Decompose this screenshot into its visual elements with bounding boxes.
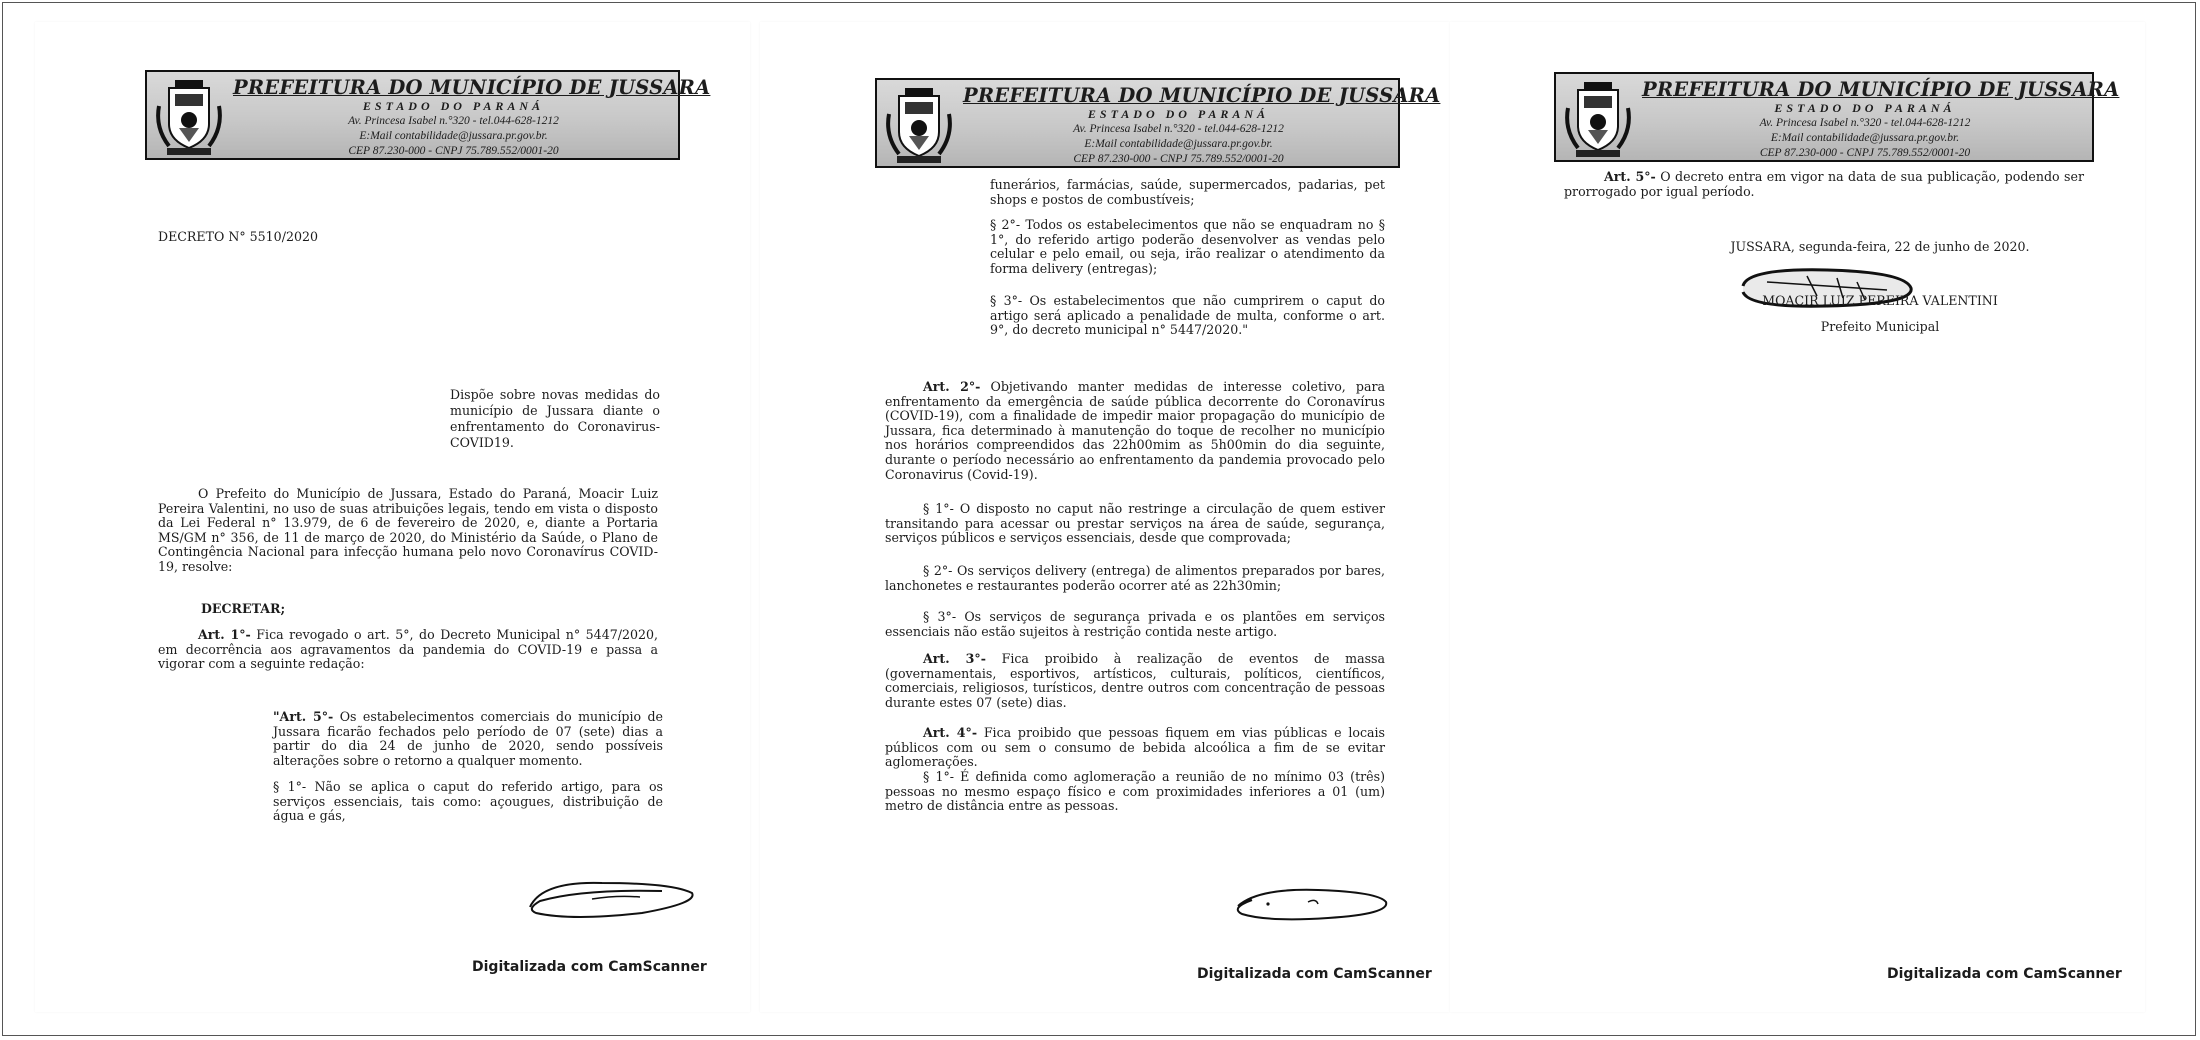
letterhead xyxy=(875,78,1441,168)
article-2 xyxy=(885,380,1385,482)
signature-scribble xyxy=(1228,880,1393,928)
letterhead-email: E:Mail contabilidade@jussara.pr.gov.br. xyxy=(1084,138,1273,150)
article-4-label: Art. 4°- xyxy=(923,725,978,740)
letterhead-state: ESTADO DO PARANÁ xyxy=(362,99,545,113)
letterhead-state: ESTADO DO PARANÁ xyxy=(1774,101,1956,115)
letterhead-title: PREFEITURA DO MUNICÍPIO DE JUSSARA xyxy=(1642,78,2120,101)
document-page-3 xyxy=(1450,22,2145,1012)
article-4 xyxy=(885,726,1385,770)
camscanner-watermark: Digitalizada com CamScanner xyxy=(1887,966,2122,982)
article-5-text: O decreto entra em vigor na data de sua publicação, podendo ser prorrogado por igual período. xyxy=(1564,169,2084,199)
letterhead-title: PREFEITURA DO MUNICÍPIO DE JUSSARA xyxy=(963,84,1441,107)
article-1 xyxy=(158,628,658,672)
paragraph-2-delivery: § 2°- Todos os estabelecimentos que não se enquadram no § 1°, do referido artigo poderão desenvolver as vendas pelo celular e pelo email, ou seja, irão realizar o atendimento da forma delivery (entregas); xyxy=(990,217,1385,276)
article-5-label: Art. 5°- xyxy=(1604,169,1656,184)
letterhead-email: E:Mail contabilidade@jussara.pr.gov.br. xyxy=(359,130,548,142)
document-page-2 xyxy=(760,22,1450,1012)
article-1-text: Fica revogado o art. 5°, do Decreto Municipal n° 5447/2020, em decorrência aos agravamentos da pandemia do COVID-19 e passa a vigorar com a seguinte redação: xyxy=(158,627,659,672)
letterhead-cep: CEP 87.230-000 - CNPJ 75.789.552/0001-20 xyxy=(348,145,559,157)
letterhead-address: Av. Princesa Isabel n.°320 - tel.044-628-1212 xyxy=(1073,123,1284,135)
article-3-label: Art. 3°- xyxy=(923,651,986,666)
letterhead-state: ESTADO DO PARANÁ xyxy=(1087,107,1270,121)
essentials-continuation: funerários, farmácias, saúde, supermercados, padarias, pet shops e postos de combustíveis; xyxy=(990,177,1385,207)
article-4-text: Fica proibido que pessoas fiquem em vias públicas e locais públicos com ou sem o consumo de bebida alcoólica a fim de se evitar aglomerações. xyxy=(885,725,1385,770)
document-page-1 xyxy=(35,22,750,1012)
letterhead-title: PREFEITURA DO MUNICÍPIO DE JUSSARA xyxy=(233,76,711,99)
signer-name: MOACIR LUIZ PEREIRA VALENTINI xyxy=(1762,293,1998,308)
decree-number: DECRETO N° 5510/2020 xyxy=(158,229,318,244)
signature-date: JUSSARA, segunda-feira, 22 de junho de 2020. xyxy=(1730,239,2030,254)
coat-of-arms-icon xyxy=(1562,78,1634,158)
decree-summary: Dispõe sobre novas medidas do município de Jussara diante o enfrentamento do Coronavirus-COVID19. xyxy=(450,387,660,450)
coat-of-arms-icon xyxy=(153,76,225,156)
paragraph-3-penalty: § 3°- Os estabelecimentos que não cumprirem o caput do artigo será aplicado a penalidade de multa, conforme o art. 9°, do decreto municipal n° 5447/2020." xyxy=(990,293,1385,338)
camscanner-watermark: Digitalizada com CamScanner xyxy=(472,959,707,975)
letterhead-address: Av. Princesa Isabel n.°320 - tel.044-628-1212 xyxy=(1759,117,1971,129)
article-2-paragraph-2: § 2°- Os serviços delivery (entrega) de alimentos preparados por bares, lanchonetes e restaurantes poderão ocorrer até as 22h30min; xyxy=(885,563,1385,593)
article-5-paragraph-1: § 1°- Não se aplica o caput do referido artigo, para os serviços essenciais, tais como: açougues, distribuição de água e gás, xyxy=(273,779,663,824)
article-2-paragraph-3: § 3°- Os serviços de segurança privada e os plantões em serviços essenciais não estão sujeitos à restrição contida neste artigo. xyxy=(885,609,1385,639)
article-3 xyxy=(885,652,1385,710)
signature-scribble xyxy=(522,869,702,924)
article-1-label: Art. 1°- xyxy=(198,627,251,642)
letterhead-address: Av. Princesa Isabel n.°320 - tel.044-628-1212 xyxy=(348,115,559,127)
letterhead-email: E:Mail contabilidade@jussara.pr.gov.br. xyxy=(1770,132,1960,144)
article-5-quoted xyxy=(273,710,663,768)
letterhead-cep: CEP 87.230-000 - CNPJ 75.789.552/0001-20 xyxy=(1759,147,1971,159)
article-2-paragraph-1: § 1°- O disposto no caput não restringe a circulação de quem estiver transitando para acessar ou prestar serviços na área de saúde, segurança, serviços públicos e serviços essenciais, desde que comprovada; xyxy=(885,501,1385,546)
letterhead xyxy=(1554,72,2120,162)
coat-of-arms-icon xyxy=(883,84,955,164)
letterhead-cep: CEP 87.230-000 - CNPJ 75.789.552/0001-20 xyxy=(1073,153,1284,165)
decretar-heading: DECRETAR; xyxy=(201,601,286,616)
camscanner-watermark: Digitalizada com CamScanner xyxy=(1197,966,1432,982)
article-4-paragraph-1: § 1°- É definida como aglomeração a reunião de no mínimo 03 (três) pessoas no mesmo espaço físico e com proximidades inferiores a 01 (um) metro de distância entre as pessoas. xyxy=(885,769,1385,814)
letterhead xyxy=(145,70,711,160)
article-2-label: Art. 2°- xyxy=(923,379,981,394)
article-3-text: Fica proibido à realização de eventos de massa (governamentais, esportivos, artísticos, culturais, políticos, científicos, comerciais, religiosos, turísticos, dentre outros com concentração de pessoas durante estes 07 (sete) dias. xyxy=(885,651,1386,710)
article-2-text: Objetivando manter medidas de interesse coletivo, para enfrentamento da emergência de saúde pública decorrente do Coronavírus (COVID-19), com a finalidade de impedir maior propagação do município de Jussara, fica determinado à manutenção do toque de recolher no município nos horários compreendidos das 22h00mim as 5h00min do dia seguinte, durante o período necessário ao enfrentamento da pandemia provocado pelo Coronavirus (Covid-19). xyxy=(885,379,1385,482)
signer-role: Prefeito Municipal xyxy=(1820,319,1940,334)
article-5-vigor xyxy=(1564,170,2084,199)
decree-preamble: O Prefeito do Município de Jussara, Estado do Paraná, Moacir Luiz Pereira Valentini, no uso de suas atribuições legais, tendo em vista o disposto da Lei Federal n° 13.979, de 6 de fevereiro de 2020, e, diante a Portaria MS/GM n° 356, de 11 de março de 2020, do Ministério da Saúde, o Plano de Contingência Nacional para infecção humana pelo novo Coronavírus COVID-19, resolve: xyxy=(158,486,658,574)
mayor-signature xyxy=(1737,262,1917,317)
article-5-text: Os estabelecimentos comerciais do município de Jussara ficarão fechados pelo período de 07 (sete) dias a partir do dia 24 de junho de 2020, sendo possíveis alterações sobre o retorno a qualquer momento. xyxy=(273,709,663,768)
article-5-label: "Art. 5°- xyxy=(273,709,334,724)
